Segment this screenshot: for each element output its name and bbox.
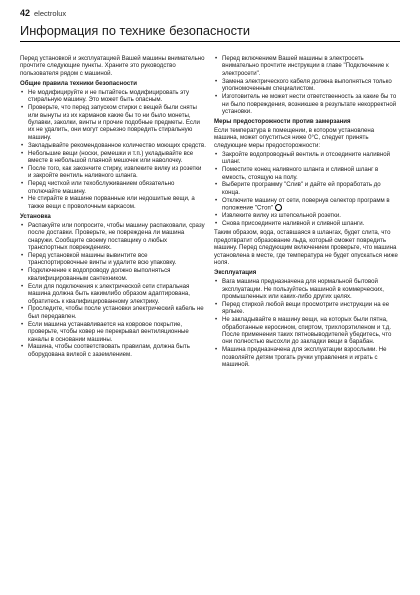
list-item: • Проверьте, что перед запуском стирки с вещей были сняты или вынуты из их карманов какие бы то ни было монеты, булавки, заколки, винты и прочие подобные предметы. Если их не удалить, они могут серьезно повредить стиральную машину. [20, 104, 206, 141]
general-safety-heading: Общие правила техники безопасности [20, 79, 137, 87]
right-column [214, 55, 400, 370]
list-item: • Машина, чтобы соответствовать правилам, должна быть оборудована вилкой с заземлением. [20, 343, 206, 358]
list-item: • Если для подключения к электрической сети стиральная машина должна быть какимлибо образом адаптирована, обратитесь к квалифицированному электрику. [20, 283, 206, 305]
frost-outro-paragraph: Таким образом, вода, оставшаяся в шлангах, будет слита, что предотвратит образование льда, который сможет повредить машину. Перед следующим включением проверьте, что машина установлена в месте, где температура не будет опускаться ниже ноля. [214, 229, 398, 267]
list-item: • Замена электрического кабеля должна выполняться только уполномоченным специалистом. [214, 78, 400, 93]
list-item: • После того, как закончите стирку, извлеките вилку из розетки и закройте вентиль наливного шланга. [20, 165, 206, 180]
general-safety-list [20, 89, 206, 211]
installation-list-continued [214, 55, 400, 115]
list-item: • Подключение к водопроводу должно выполняться квалифицированным сантехником. [20, 267, 206, 282]
list-item: • Выберите программу "Слив" и дайте ей проработать до конца. [214, 181, 400, 196]
list-item: • Распакуйте или попросите, чтобы машину распаковали, сразу после доставки. Проверьте, не повреждена ли машина снаружи. Сообщите своему поставщику о любых транспортных повреждениях. [20, 222, 206, 252]
list-item: • Извлеките вилку из штепсельной розетки. [214, 212, 400, 219]
frost-precautions-heading: Меры предосторожности против замерзания [214, 117, 351, 125]
list-item: • Перед включением Вашей машины в электросеть внимательно прочтите инструкции в главе "Подключение к электросети". [214, 55, 400, 77]
brand-name: electrolux [34, 9, 67, 18]
list-item: • Машина предназначена для эксплуатации взрослыми. Не позволяйте детям трогать ручки управления и играть с машиной. [214, 346, 400, 368]
list-item: • Изготовитель не может нести ответственность за какие бы то ни было повреждения, возникшее в результате некорректной установки. [214, 93, 400, 115]
installation-heading: Установка [20, 212, 51, 220]
list-item: • Закладывайте рекомендованное количество моющих средств. [20, 142, 206, 149]
frost-precautions-list [214, 151, 400, 228]
page-number: 42 [20, 8, 31, 18]
list-item: • Если машина устанавливается на ковровое покрытие, проверьте, чтобы ковер не перекрывал вентиляционные каналы в основании машины. [20, 321, 206, 343]
list-item [214, 197, 400, 212]
left-column [20, 55, 206, 360]
list-item: • Небольшие вещи (носки, ремешки и т.п.) укладывайте все вместе в небольшой плаяной мешочек или наволочку. [20, 150, 206, 165]
list-item: • Вага машина предназначена для нормальной бытовой эксплуатации. Не пользуйтесь машиной в коммерческих, промышленных или каких-либо других целях. [214, 278, 400, 300]
list-item-text: Отключите машину от сети, повернув селектор программ в положение "Стоп" [222, 196, 390, 212]
list-item: • Поместите конец наливного шланга и сливной шланг в емкость, стоящую на полу. [214, 166, 400, 181]
operation-heading: Эксплуатация [214, 269, 257, 277]
list-item: • Не закладывайте в машину вещи, на которых были пятна, обработанные керосином, спиртом, трихлорэтиленом и т.д. После применения таких пятновыводителей убедитесь, что они полностью высохли до закладки вещи в барабан. [214, 316, 400, 346]
list-item: • Не стирайте в машине порванные или недошитые вещи, а также вещи с проволочным каркасом. [20, 195, 206, 210]
page-header [20, 8, 66, 22]
list-item: • Перед чисткой или техобслуживанием обязательно отключайте машину. [20, 180, 206, 195]
list-item: • Закройте водопроводный вентиль и отсоедините наливной шланг. [214, 151, 400, 166]
page-title: Информация по технике безопасности [20, 23, 400, 42]
program-selector-stop-icon [275, 204, 282, 211]
list-item: • Проследите, чтобы после установки электрический кабель не был передавлен. [20, 305, 206, 320]
list-item: • Перед установкой машины вывинтите все транспортировочные винты и удалите всю упаковку. [20, 252, 206, 267]
list-item: • Снова присоедините наливной и сливной шланги. [214, 220, 400, 227]
operation-list [214, 278, 400, 369]
intro-paragraph: Перед установкой и эксплуатацией Вашей машины внимательно прочтите следующие пункты. Храните это руководство пользователя рядом с машиной. [20, 55, 205, 77]
frost-intro-paragraph: Если температура в помещении, в котором установлена машина, может опуститься ниже 0°C, следует принять следующие меры предосторожности: [214, 126, 375, 149]
list-item: • Не модифицируйте и не пытайтесь модифицировать эту стиральную машину. Это может быть опасным. [20, 89, 206, 104]
installation-list [20, 222, 206, 359]
list-item: • Перед стиркой любой вещи просмотрите инструкции на ее ярлыке. [214, 301, 400, 316]
